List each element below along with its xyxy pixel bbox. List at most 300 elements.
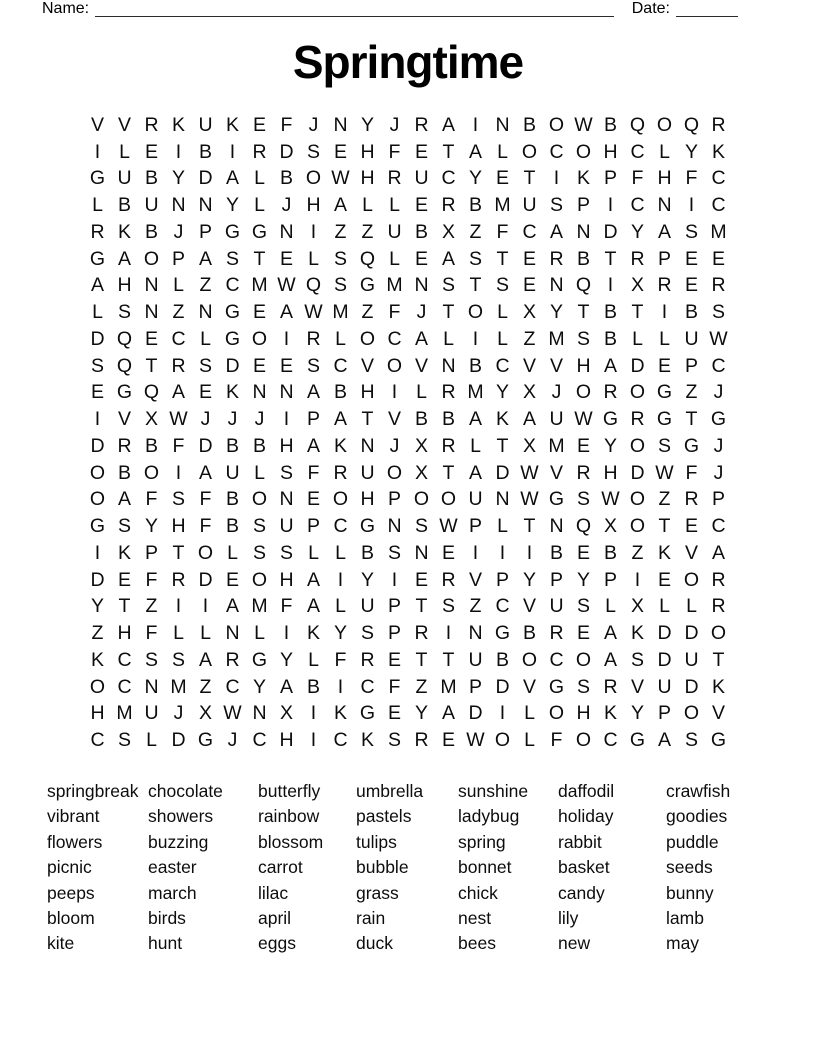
grid-cell: N bbox=[279, 381, 294, 404]
grid-cell: C bbox=[387, 327, 402, 350]
grid-cell: I bbox=[607, 274, 614, 297]
grid-cell: Y bbox=[549, 301, 563, 324]
grid-cell: G bbox=[359, 515, 376, 538]
grid-cell: Y bbox=[414, 702, 428, 725]
grid-cell: U bbox=[360, 595, 375, 618]
grid-cell: X bbox=[441, 220, 455, 243]
grid-cell: U bbox=[117, 167, 132, 190]
grid-cell: R bbox=[657, 274, 672, 297]
grid-cell: J bbox=[200, 408, 211, 431]
grid-cell: E bbox=[198, 381, 212, 404]
word-column bbox=[356, 779, 458, 957]
grid-cell: O bbox=[710, 622, 727, 645]
grid-cell: C bbox=[117, 648, 132, 671]
grid-row bbox=[84, 380, 732, 407]
grid-row bbox=[84, 594, 732, 621]
grid-cell: Z bbox=[172, 301, 185, 324]
grid-row bbox=[84, 246, 732, 273]
grid-cell: V bbox=[522, 675, 536, 698]
grid-cell: B bbox=[117, 194, 131, 217]
grid-cell: S bbox=[630, 648, 644, 671]
grid-cell: X bbox=[414, 434, 428, 457]
grid-cell: L bbox=[659, 140, 670, 163]
grid-cell: L bbox=[632, 327, 643, 350]
grid-cell: H bbox=[360, 381, 375, 404]
grid-cell: G bbox=[224, 327, 241, 350]
grid-cell: M bbox=[251, 595, 268, 618]
header bbox=[42, 0, 738, 18]
grid-cell: N bbox=[144, 274, 159, 297]
grid-cell: H bbox=[279, 568, 294, 591]
grid-row bbox=[84, 620, 732, 647]
grid-row bbox=[84, 460, 732, 487]
grid-cell: K bbox=[117, 541, 131, 564]
grid-cell: T bbox=[442, 301, 455, 324]
grid-cell: Z bbox=[145, 595, 158, 618]
word-item: buzzing bbox=[148, 831, 209, 852]
grid-cell: K bbox=[171, 113, 185, 136]
word-item: kite bbox=[47, 933, 75, 954]
grid-cell: K bbox=[603, 702, 617, 725]
grid-cell: F bbox=[550, 729, 563, 752]
grid-cell: U bbox=[657, 675, 672, 698]
grid-cell: L bbox=[335, 595, 346, 618]
grid-cell: I bbox=[499, 541, 506, 564]
word-list bbox=[47, 779, 761, 957]
grid-cell: A bbox=[603, 648, 617, 671]
grid-cell: X bbox=[630, 595, 644, 618]
grid-cell: I bbox=[175, 595, 182, 618]
grid-cell: Y bbox=[333, 622, 347, 645]
grid-cell: P bbox=[171, 247, 185, 270]
grid-cell: F bbox=[307, 461, 320, 484]
grid-cell: E bbox=[711, 247, 725, 270]
grid-cell: A bbox=[522, 408, 536, 431]
grid-cell: E bbox=[279, 247, 293, 270]
grid-cell: O bbox=[494, 729, 511, 752]
grid-cell: N bbox=[468, 622, 483, 645]
grid-cell: C bbox=[603, 729, 618, 752]
grid-cell: C bbox=[549, 140, 564, 163]
grid-cell: Q bbox=[683, 113, 700, 136]
grid-cell: A bbox=[117, 247, 131, 270]
grid-cell: C bbox=[711, 167, 726, 190]
grid-cell: H bbox=[576, 702, 591, 725]
grid-row bbox=[84, 647, 732, 674]
grid-cell: X bbox=[522, 301, 536, 324]
grid-cell: G bbox=[548, 488, 565, 511]
grid-cell: T bbox=[442, 461, 455, 484]
grid-cell: L bbox=[200, 327, 211, 350]
grid-cell: N bbox=[414, 541, 429, 564]
grid-cell: H bbox=[360, 167, 375, 190]
grid-cell: J bbox=[227, 729, 238, 752]
grid-cell: S bbox=[576, 595, 590, 618]
grid-cell: Z bbox=[415, 675, 428, 698]
grid-row bbox=[84, 192, 732, 219]
grid-cell: H bbox=[576, 354, 591, 377]
grid-cell: S bbox=[387, 729, 401, 752]
grid-cell: P bbox=[387, 595, 401, 618]
grid-cell: G bbox=[251, 648, 268, 671]
grid-cell: T bbox=[415, 595, 428, 618]
word-item: new bbox=[558, 933, 591, 954]
grid-cell: Z bbox=[361, 301, 374, 324]
grid-cell: Z bbox=[334, 220, 347, 243]
grid-cell: O bbox=[251, 568, 268, 591]
grid-cell: D bbox=[630, 461, 645, 484]
grid-cell: G bbox=[710, 729, 727, 752]
grid-cell: P bbox=[198, 220, 212, 243]
word-item: bees bbox=[458, 933, 496, 954]
grid-cell: E bbox=[414, 568, 428, 591]
grid-cell: P bbox=[495, 568, 509, 591]
grid-cell: W bbox=[520, 488, 539, 511]
grid-cell: I bbox=[337, 675, 344, 698]
grid-cell: I bbox=[202, 595, 209, 618]
grid-cell: B bbox=[414, 408, 428, 431]
grid-cell: E bbox=[684, 274, 698, 297]
grid-cell: O bbox=[143, 461, 160, 484]
word-item: peeps bbox=[47, 882, 95, 903]
grid-cell: I bbox=[283, 327, 290, 350]
grid-cell: E bbox=[414, 140, 428, 163]
grid-cell: W bbox=[169, 408, 188, 431]
grid-cell: Z bbox=[631, 541, 644, 564]
grid-cell: T bbox=[577, 301, 590, 324]
grid-cell: Y bbox=[603, 434, 617, 457]
grid-cell: P bbox=[603, 167, 617, 190]
grid-cell: O bbox=[656, 113, 673, 136]
grid-cell: U bbox=[144, 702, 159, 725]
grid-cell: P bbox=[468, 675, 482, 698]
grid-cell: F bbox=[388, 301, 401, 324]
grid-cell: B bbox=[468, 194, 482, 217]
date-label: Date: bbox=[631, 0, 670, 17]
grid-cell: M bbox=[170, 675, 187, 698]
grid-cell: G bbox=[116, 381, 133, 404]
grid-cell: T bbox=[523, 167, 536, 190]
grid-cell: F bbox=[145, 622, 158, 645]
grid-cell: K bbox=[711, 140, 725, 163]
grid-cell: V bbox=[117, 113, 131, 136]
grid-cell: I bbox=[310, 220, 317, 243]
word-item: lamb bbox=[666, 908, 704, 929]
grid-cell: E bbox=[144, 140, 158, 163]
grid-cell: D bbox=[90, 327, 105, 350]
grid-cell: P bbox=[657, 702, 671, 725]
grid-cell: W bbox=[277, 274, 296, 297]
grid-cell: I bbox=[391, 381, 398, 404]
grid-cell: J bbox=[389, 434, 400, 457]
grid-cell: B bbox=[117, 461, 131, 484]
grid-cell: L bbox=[92, 301, 103, 324]
word-item: eggs bbox=[258, 933, 296, 954]
grid-cell: H bbox=[117, 274, 132, 297]
grid-cell: C bbox=[333, 515, 348, 538]
grid-cell: F bbox=[685, 167, 698, 190]
grid-cell: B bbox=[603, 113, 617, 136]
word-item: blossom bbox=[258, 831, 324, 852]
grid-cell: S bbox=[657, 434, 671, 457]
grid-cell: D bbox=[279, 140, 294, 163]
grid-cell: K bbox=[225, 113, 239, 136]
grid-cell: Q bbox=[575, 274, 592, 297]
word-item: tulips bbox=[356, 831, 397, 852]
grid-cell: N bbox=[171, 194, 186, 217]
grid-cell: R bbox=[711, 274, 726, 297]
word-item: march bbox=[148, 882, 197, 903]
grid-cell: U bbox=[549, 595, 564, 618]
grid-cell: S bbox=[333, 274, 347, 297]
name-blank-line bbox=[95, 0, 614, 17]
grid-cell: N bbox=[549, 515, 564, 538]
grid-cell: W bbox=[520, 461, 539, 484]
grid-row bbox=[84, 727, 732, 754]
date-blank-line bbox=[676, 0, 738, 17]
grid-cell: A bbox=[306, 568, 320, 591]
grid-cell: D bbox=[171, 729, 186, 752]
grid-cell: A bbox=[198, 461, 212, 484]
grid-cell: N bbox=[360, 434, 375, 457]
grid-cell: Y bbox=[684, 140, 698, 163]
grid-cell: E bbox=[252, 354, 266, 377]
grid-cell: U bbox=[684, 327, 699, 350]
grid-cell: O bbox=[251, 327, 268, 350]
grid-cell: W bbox=[601, 488, 620, 511]
grid-cell: P bbox=[657, 247, 671, 270]
grid-cell: V bbox=[468, 568, 482, 591]
grid-cell: B bbox=[144, 434, 158, 457]
word-item: ladybug bbox=[458, 806, 520, 827]
grid-cell: I bbox=[688, 194, 695, 217]
grid-cell: M bbox=[440, 675, 457, 698]
grid-cell: S bbox=[441, 595, 455, 618]
grid-cell: B bbox=[225, 434, 239, 457]
grid-cell: P bbox=[603, 568, 617, 591]
grid-cell: J bbox=[173, 220, 184, 243]
grid-cell: A bbox=[90, 274, 104, 297]
grid-cell: P bbox=[549, 568, 563, 591]
grid-cell: A bbox=[468, 461, 482, 484]
grid-cell: T bbox=[712, 648, 725, 671]
grid-cell: F bbox=[631, 167, 644, 190]
grid-cell: B bbox=[144, 220, 158, 243]
grid-cell: A bbox=[441, 247, 455, 270]
grid-cell: S bbox=[117, 515, 131, 538]
grid-cell: W bbox=[304, 301, 323, 324]
grid-cell: S bbox=[441, 274, 455, 297]
word-column bbox=[258, 779, 356, 957]
grid-cell: Y bbox=[468, 167, 482, 190]
grid-cell: J bbox=[713, 434, 724, 457]
grid-cell: L bbox=[605, 595, 616, 618]
grid-cell: G bbox=[89, 515, 106, 538]
grid-cell: L bbox=[659, 327, 670, 350]
grid-cell: S bbox=[549, 194, 563, 217]
grid-cell: B bbox=[198, 140, 212, 163]
grid-cell: Q bbox=[359, 247, 376, 270]
grid-cell: E bbox=[495, 167, 509, 190]
grid-cell: S bbox=[711, 301, 725, 324]
grid-cell: E bbox=[333, 140, 347, 163]
grid-cell: O bbox=[440, 488, 457, 511]
grid-cell: I bbox=[94, 140, 101, 163]
grid-cell: X bbox=[630, 274, 644, 297]
grid-cell: X bbox=[198, 702, 212, 725]
grid-cell: T bbox=[361, 408, 374, 431]
grid-cell: V bbox=[684, 541, 698, 564]
grid-cell: P bbox=[387, 488, 401, 511]
grid-cell: D bbox=[630, 354, 645, 377]
grid-cell: V bbox=[711, 702, 725, 725]
grid-cell: L bbox=[254, 167, 265, 190]
grid-cell: S bbox=[171, 488, 185, 511]
grid-cell: N bbox=[549, 274, 564, 297]
grid-cell: A bbox=[549, 220, 563, 243]
grid-cell: C bbox=[630, 140, 645, 163]
grid-cell: V bbox=[117, 408, 131, 431]
grid-cell: S bbox=[306, 354, 320, 377]
grid-cell: Z bbox=[658, 488, 671, 511]
grid-cell: E bbox=[522, 247, 536, 270]
grid-cell: R bbox=[90, 220, 105, 243]
grid-cell: Y bbox=[171, 167, 185, 190]
grid-cell: W bbox=[709, 327, 728, 350]
grid-cell: K bbox=[90, 648, 104, 671]
grid-cell: L bbox=[497, 515, 508, 538]
grid-cell: O bbox=[89, 461, 106, 484]
grid-cell: S bbox=[90, 354, 104, 377]
grid-row bbox=[84, 540, 732, 567]
grid-cell: B bbox=[468, 354, 482, 377]
grid-cell: S bbox=[306, 140, 320, 163]
grid-cell: V bbox=[549, 461, 563, 484]
word-item: seeds bbox=[666, 857, 713, 878]
grid-cell: T bbox=[496, 434, 509, 457]
grid-cell: I bbox=[175, 140, 182, 163]
grid-cell: G bbox=[710, 408, 727, 431]
grid-cell: O bbox=[251, 488, 268, 511]
grid-cell: X bbox=[603, 515, 617, 538]
grid-cell: H bbox=[117, 622, 132, 645]
grid-cell: S bbox=[333, 247, 347, 270]
grid-cell: K bbox=[360, 729, 374, 752]
grid-cell: B bbox=[306, 675, 320, 698]
grid-cell: G bbox=[548, 675, 565, 698]
grid-cell: O bbox=[575, 648, 592, 671]
grid-cell: B bbox=[522, 113, 536, 136]
grid-cell: X bbox=[279, 702, 293, 725]
grid-cell: G bbox=[683, 434, 700, 457]
grid-cell: T bbox=[253, 247, 266, 270]
word-item: showers bbox=[148, 806, 214, 827]
grid-cell: V bbox=[90, 113, 104, 136]
word-item: daffodil bbox=[558, 781, 615, 801]
grid-cell: C bbox=[252, 729, 267, 752]
grid-cell: U bbox=[414, 167, 429, 190]
grid-cell: E bbox=[306, 488, 320, 511]
grid-row bbox=[84, 701, 732, 728]
grid-cell: T bbox=[442, 140, 455, 163]
grid-cell: W bbox=[655, 461, 674, 484]
grid-cell: L bbox=[173, 622, 184, 645]
grid-cell: S bbox=[252, 541, 266, 564]
grid-cell: K bbox=[657, 541, 671, 564]
grid-row bbox=[84, 513, 732, 540]
grid-cell: A bbox=[468, 408, 482, 431]
word-item: basket bbox=[558, 857, 610, 878]
grid-cell: A bbox=[225, 167, 239, 190]
grid-cell: T bbox=[685, 408, 698, 431]
grid-row bbox=[84, 219, 732, 246]
grid-cell: P bbox=[144, 541, 158, 564]
grid-cell: K bbox=[225, 381, 239, 404]
word-item: candy bbox=[558, 882, 605, 903]
grid-cell: Q bbox=[305, 274, 322, 297]
grid-cell: E bbox=[387, 702, 401, 725]
grid-cell: G bbox=[629, 729, 646, 752]
word-item: flowers bbox=[47, 831, 103, 852]
grid-cell: R bbox=[252, 140, 267, 163]
grid-cell: P bbox=[576, 194, 590, 217]
grid-cell: I bbox=[661, 301, 668, 324]
grid-cell: L bbox=[308, 247, 319, 270]
grid-cell: D bbox=[657, 648, 672, 671]
grid-cell: L bbox=[524, 702, 535, 725]
grid-cell: G bbox=[89, 167, 106, 190]
grid-cell: L bbox=[119, 140, 130, 163]
grid-cell: C bbox=[333, 729, 348, 752]
grid-cell: D bbox=[657, 622, 672, 645]
grid-cell: Y bbox=[360, 113, 374, 136]
grid-cell: C bbox=[90, 729, 105, 752]
grid-cell: I bbox=[175, 461, 182, 484]
grid-cell: T bbox=[469, 274, 482, 297]
grid-cell: M bbox=[494, 194, 511, 217]
grid-cell: B bbox=[603, 301, 617, 324]
word-item: may bbox=[666, 933, 700, 954]
grid-cell: R bbox=[414, 729, 429, 752]
grid-cell: E bbox=[657, 568, 671, 591]
grid-cell: Y bbox=[576, 568, 590, 591]
word-item: bloom bbox=[47, 908, 95, 929]
grid-cell: A bbox=[441, 702, 455, 725]
grid-cell: D bbox=[603, 220, 618, 243]
grid-cell: L bbox=[254, 194, 265, 217]
grid-cell: H bbox=[603, 140, 618, 163]
grid-cell: W bbox=[439, 515, 458, 538]
word-column bbox=[148, 779, 258, 957]
grid-cell: G bbox=[224, 301, 241, 324]
grid-cell: M bbox=[710, 220, 727, 243]
grid-cell: S bbox=[387, 541, 401, 564]
grid-cell: A bbox=[225, 595, 239, 618]
grid-cell: P bbox=[468, 515, 482, 538]
grid-cell: T bbox=[604, 247, 617, 270]
grid-cell: E bbox=[252, 113, 266, 136]
grid-cell: G bbox=[359, 274, 376, 297]
grid-cell: C bbox=[711, 515, 726, 538]
grid-cell: L bbox=[146, 729, 157, 752]
grid-cell: R bbox=[387, 167, 402, 190]
puzzle-title: Springtime bbox=[292, 36, 524, 88]
grid-cell: I bbox=[553, 167, 560, 190]
grid-cell: V bbox=[522, 595, 536, 618]
grid-cell: Z bbox=[523, 327, 536, 350]
grid-cell: L bbox=[308, 648, 319, 671]
word-item: crawfish bbox=[666, 781, 731, 801]
